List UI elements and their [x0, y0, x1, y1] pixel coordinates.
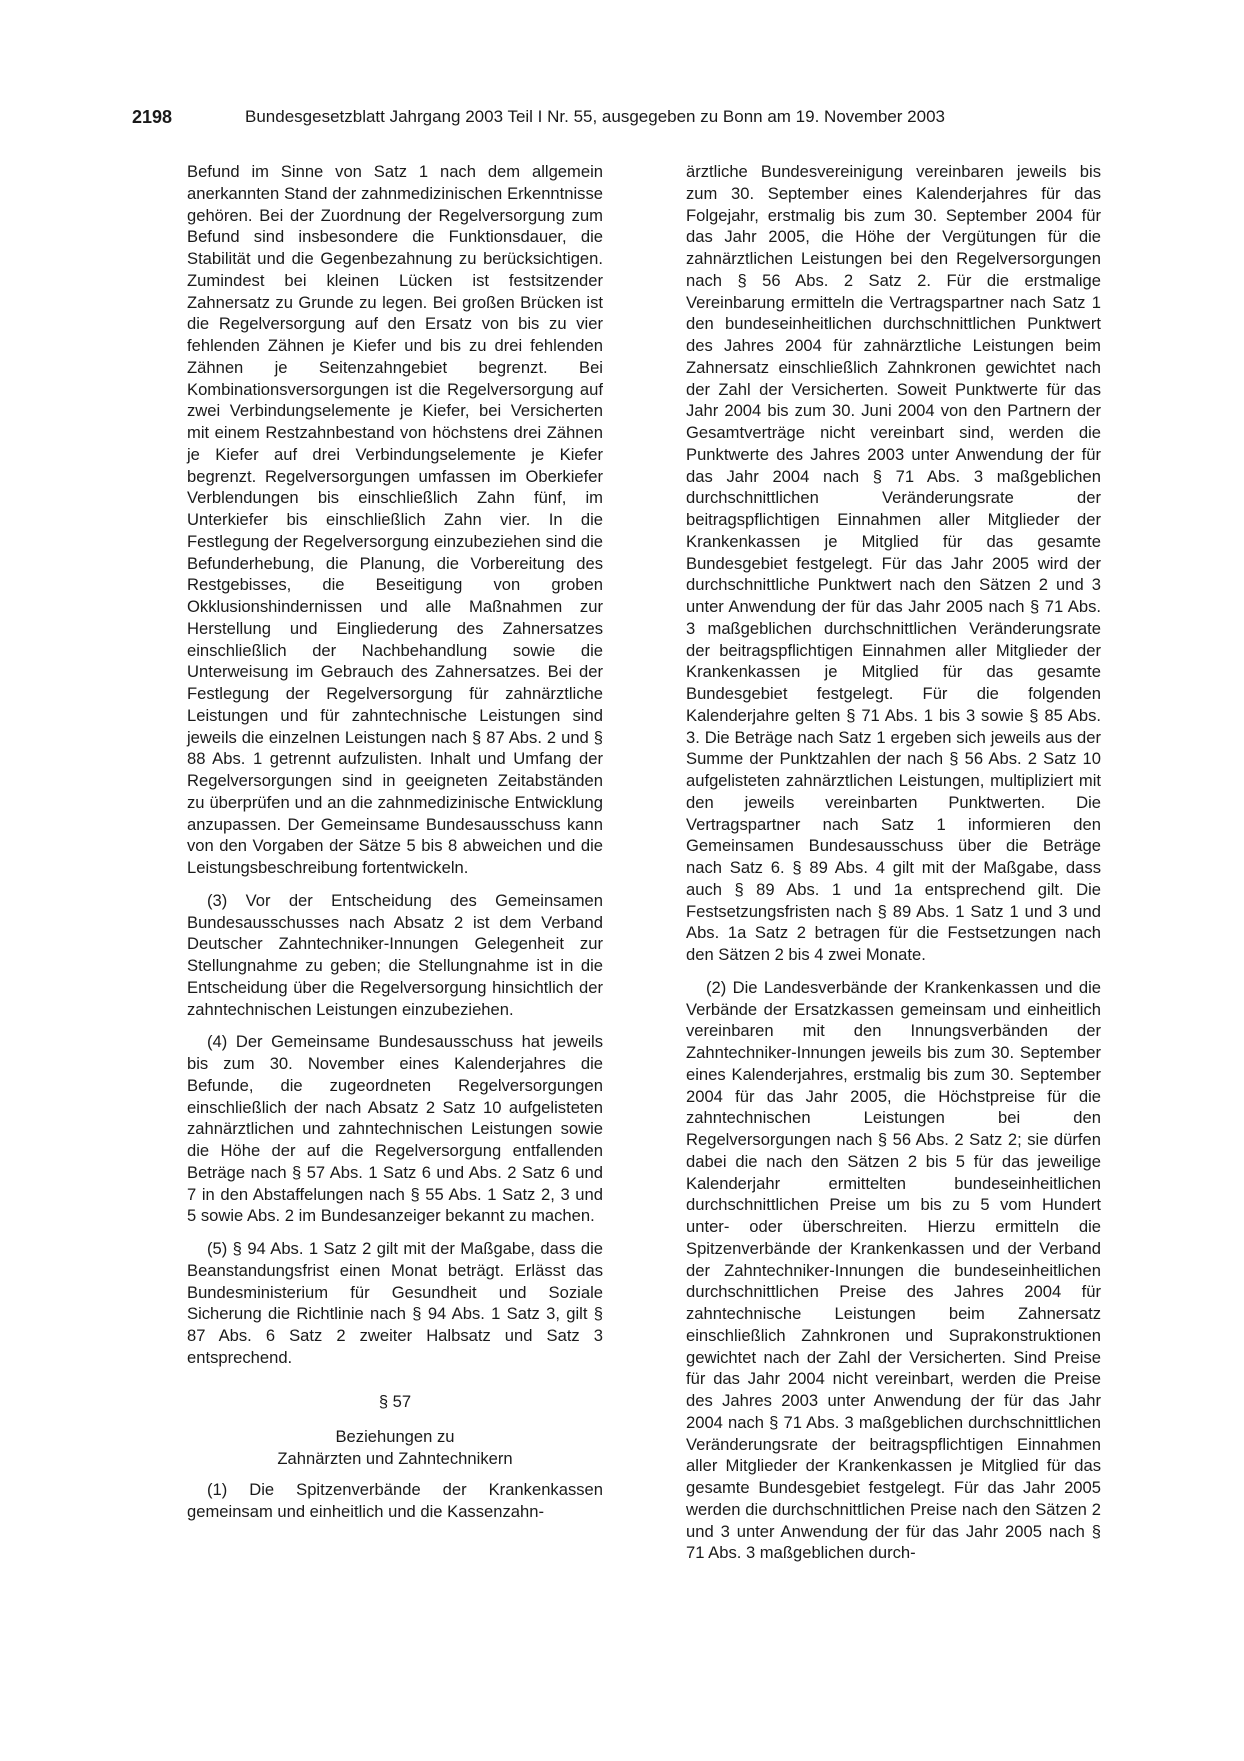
running-head: Bundesgesetzblatt Jahrgang 2003 Teil I Nr. 55, ausgegeben zu Bonn am 19. November 2003	[245, 107, 945, 126]
paragraph-continued: Befund im Sinne von Satz 1 nach dem allgemein anerkannten Stand der zahnmedizinischen Erkenntnisse gehören. Bei der Zuordnung der Regelversorgung zum Befund sind insbesondere die Funktionsdauer, die Stabilität und die Gegenbezahnung zu berücksichtigen. Zumindest bei kleinen Lücken ist festsitzender Zahnersatz zu Grunde zu legen. Bei großen Brücken ist die Regelversorgung auf den Ersatz von bis zu vier fehlenden Zähnen je Kiefer und bis zu drei fehlenden Zähnen je Seitenzahngebiet begrenzt. Bei Kombinationsversorgungen ist die Regelversorgung auf zwei Verbindungselemente je Kiefer, bei Versicherten mit einem Restzahnbestand von höchstens drei Zähnen je Kiefer auf drei Verbindungselemente je Kiefer begrenzt. Regelversorgungen umfassen im Oberkiefer Verblendungen bis einschließlich Zahn fünf, im Unterkiefer bis einschließlich Zahn vier. In die Festlegung der Regelversorgung einzubeziehen sind die Befunderhebung, die Planung, die Vorbereitung des Restgebisses, die Beseitigung von groben Okklusionshindernissen und alle Maßnahmen zur Herstellung und Eingliederung des Zahnersatzes einschließlich der Nachbehandlung sowie die Unterweisung im Gebrauch des Zahnersatzes. Bei der Festlegung der Regelversorgung für zahnärztliche Leistungen und für zahntechnische Leistungen sind jeweils die einzelnen Leistungen nach § 87 Abs. 2 und § 88 Abs. 1 getrennt aufzulisten. Inhalt und Umfang der Regelversorgungen sind in geeigneten Zeitabständen zu überprüfen und an die zahnmedizinische Entwicklung anzupassen. Der Gemeinsame Bundesausschuss kann von den Vorgaben der Sätze 5 bis 8 abweichen und die Leistungsbeschreibung fortentwickeln.	[187, 162, 603, 877]
paragraph-abs-4: (4) Der Gemeinsame Bundesausschuss hat jeweils bis zum 30. November eines Kalenderjahres die Befunde, die zugeordneten Regelversorgungen einschließlich der nach Absatz 2 Satz 10 aufgelisteten zahnärztlichen und zahntechnischen Leistungen sowie die Höhe der auf die Regelversorgung entfallenden Beträge nach § 57 Abs. 1 Satz 6 und Abs. 2 Satz 6 und 7 in den Abstaffelungen nach § 55 Abs. 1 Satz 2, 3 und 5 sowie Abs. 2 im Bundesanzeiger bekannt zu machen.	[187, 1032, 603, 1226]
paragraph-continued-right: ärztliche Bundesvereinigung vereinbaren jeweils bis zum 30. September eines Kalenderjahres für das Folgejahr, erstmalig bis zum 30. September 2004 für das Jahr 2005, die Höhe der Vergütungen für die zahnärztlichen Leistungen bei den Regelversorgungen nach § 56 Abs. 2 Satz 2. Für die erstmalige Vereinbarung ermitteln die Vertragspartner nach Satz 1 den bundeseinheitlichen durchschnittlichen Punktwert des Jahres 2004 für zahnärztliche Leistungen beim Zahnersatz einschließlich Zahnkronen gewichtet nach der Zahl der Versicherten. Soweit Punktwerte für das Jahr 2004 bis zum 30. Juni 2004 von den Partnern der Gesamtverträge nicht vereinbart sind, werden die Punktwerte des Jahres 2003 unter Anwendung der für das Jahr 2004 nach § 71 Abs. 3 maßgeblichen durchschnittlichen Veränderungsrate der beitragspflichtigen Einnahmen aller Mitglieder der Krankenkassen je Mitglied für das gesamte Bundesgebiet festgelegt. Für das Jahr 2005 wird der durchschnittliche Punktwert nach den Sätzen 2 und 3 unter Anwendung der für das Jahr 2005 nach § 71 Abs. 3 maßgeblichen durchschnittlichen Veränderungsrate der beitragspflichtigen Einnahmen aller Mitglieder der Krankenkassen je Mitglied für das gesamte Bundesgebiet festgelegt. Für die folgenden Kalenderjahre gelten § 71 Abs. 1 bis 3 sowie § 85 Abs. 3. Die Beträge nach Satz 1 ergeben sich jeweils aus der Summe der Punktzahlen der nach § 56 Abs. 2 Satz 10 aufgelisteten zahnärztlichen Leistungen, multipliziert mit den jeweils vereinbarten Punktwerten. Die Vertragspartner nach Satz 1 informieren den Gemeinsamen Bundesausschuss über die Beträge nach Satz 6. § 89 Abs. 4 gilt mit der Maßgabe, dass auch § 89 Abs. 1 und 1a entsprechend gilt. Die Festsetzungsfristen nach § 89 Abs. 1 Satz 1 und 3 und Abs. 1a Satz 2 betragen für die Festsetzungen nach den Sätzen 2 bis 4 zwei Monate.	[686, 162, 1101, 964]
paragraph-abs-5: (5) § 94 Abs. 1 Satz 2 gilt mit der Maßgabe, dass die Beanstandungsfrist einen Monat beträgt. Erlässt das Bundesministerium für Gesundheit und Soziale Sicherung die Richtlinie nach § 94 Abs. 1 Satz 3, gilt § 87 Abs. 6 Satz 2 zweiter Halbsatz und Satz 3 entsprechend.	[187, 1239, 603, 1367]
section-title-line-2: Zahnärzten und Zahntechnikern	[277, 1449, 513, 1468]
paragraph-abs-3: (3) Vor der Entscheidung des Gemeinsamen Bundesausschusses nach Absatz 2 ist dem Verband Deutscher Zahntechniker-Innungen Gelegenheit zur Stellungnahme zu geben; die Stellungnahme ist in die Entscheidung über die Regelversorgung hinsichtlich der zahntechnischen Leistungen einzubeziehen.	[187, 890, 603, 1019]
left-column	[187, 161, 603, 1533]
paragraph-section-abs-1: (1) Die Spitzenverbände der Krankenkassen gemeinsam und einheitlich und die Kassenzahn-	[187, 1479, 603, 1521]
section-title-line-1: Beziehungen zu	[335, 1427, 455, 1447]
section-number: § 57	[378, 1391, 412, 1411]
paragraph-abs-2: (2) Die Landesverbände der Krankenkassen und die Verbände der Ersatzkassen gemeinsam und einheitlich vereinbaren mit den Innungsverbänden der Zahntechniker-Innungen jeweils bis zum 30. September eines Kalenderjahres, erstmalig bis zum 30. September 2004 für das Jahr 2005, die Höchstpreise für die zahntechnischen Leistungen bei den Regelversorgungen nach § 56 Abs. 2 Satz 2; sie dürfen dabei die nach den Sätzen 2 bis 5 für das jeweilige Kalenderjahr ermittelten bundeseinheitlichen durchschnittlichen Preise um bis zu 5 vom Hundert unter- oder überschreiten. Hierzu ermitteln die Spitzenverbände der Krankenkassen und der Verband der Zahntechniker-Innungen die bundeseinheitlichen durchschnittlichen Preise des Jahres 2004 für zahntechnische Leistungen beim Zahnersatz einschließlich Zahnkronen und Suprakonstruktionen gewichtet nach der Zahl der Versicherten. Sind Preise für das Jahr 2004 nicht vereinbart, werden die Preise des Jahres 2003 unter Anwendung der für das Jahr 2004 nach § 71 Abs. 3 maßgeblichen durchschnittlichen Veränderungsrate der beitragspflichtigen Einnahmen aller Mitglieder der Krankenkassen je Mitglied für das gesamte Bundesgebiet festgelegt. Für das Jahr 2005 werden die durchschnittlichen Preise nach den Sätzen 2 und 3 unter Anwendung der für das Jahr 2005 nach § 71 Abs. 3 maßgeblichen durch-	[686, 977, 1101, 1563]
page-number: 2198	[132, 107, 173, 127]
page-header	[132, 104, 1112, 130]
right-column	[686, 161, 1101, 1575]
